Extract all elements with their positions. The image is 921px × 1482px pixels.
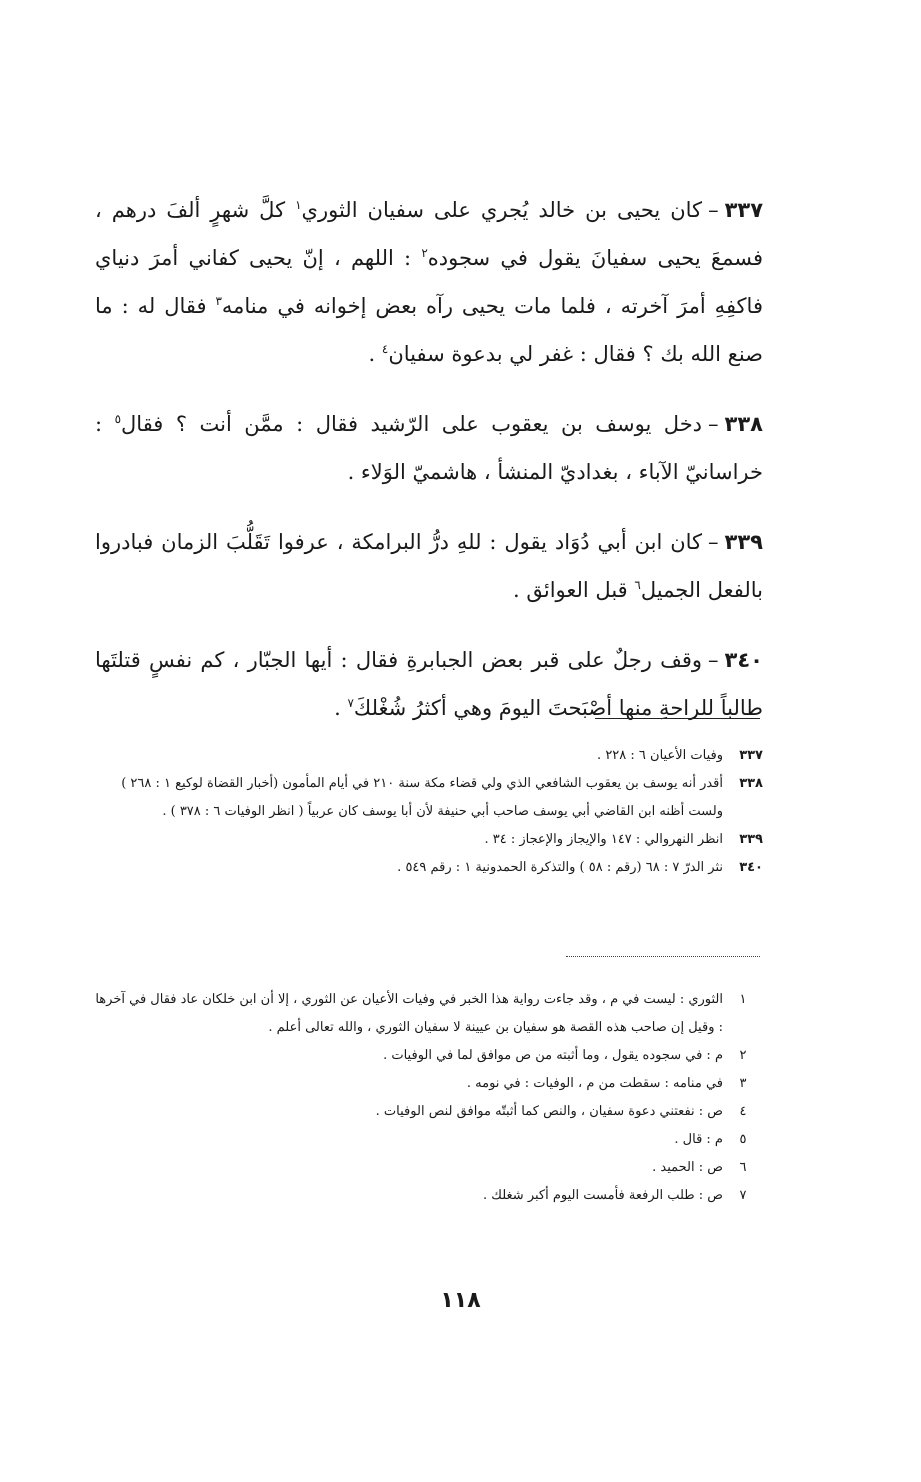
source-number: ٣٤٠ [739,860,763,875]
entry-text: كلَّ شهرٍ ألفَ درهم ، فسمعَ يحيى سفيانَ يقول في سجوده [95,198,764,270]
note-number: ٥ [739,1132,747,1147]
entry-paragraph [95,400,763,496]
footnote-marker: ٤ [381,342,389,356]
footnote-marker: ٥ [114,412,122,426]
note-number: ٣ [739,1076,747,1091]
entry-text: وقف رجلٌ على قبر بعض الجبابرةِ فقال : أيها الجبّار ، كم نفسٍ قتلتَها طالباً للراحةِ منها أصْبَحتَ اليومَ وهي أكثرُ شُغْلكَ [95,648,763,720]
note-entry [95,1042,763,1070]
note-entry [95,1070,763,1098]
note-text: م : في سجوده يقول ، وما أثبته من ص موافق لما في الوفيات . [383,1048,723,1063]
footnote-marker: ٣ [215,294,222,308]
source-number: ٣٣٨ [739,776,763,791]
footnote-marker: ٧ [347,696,354,710]
source-references [95,742,763,882]
entry-number: ٣٤٠ [724,648,763,672]
entry-text: : خراسانيّ الآباء ، بغداديّ المنشأ ، هاشميّ الوَلاء . [95,412,763,484]
textual-notes [95,986,763,1210]
note-entry [95,1126,763,1154]
page-number: ١١٨ [440,1288,481,1313]
entry-text: : اللهم ، إنّ يحيى كفاني أمرَ دنياي فاكفِهِ أمرَ آخرته ، فلما مات يحيى رآه بعض إخوانه في منامه [95,246,763,318]
entry-text: فقال له : ما صنع الله بك ؟ فقال : غفر لي بدعوة سفيان [95,294,763,366]
entry-paragraph [95,518,763,614]
entry-dash: – [708,648,719,672]
entry-text: . [368,342,382,366]
entry-paragraph [95,186,763,378]
source-entry [95,770,763,826]
footnote-marker: ١ [295,198,302,212]
main-text [95,186,763,754]
entry-text: كان ابن أبي دُوَاد يقول : للهِ درُّ البرامكة ، عرفوا تَقَلُّبَ الزمان فبادروا بالفعل الجميل [95,530,763,602]
note-number: ٤ [739,1104,747,1119]
note-entry [95,1154,763,1182]
dotted-separator [566,956,760,957]
source-entry [95,854,763,882]
entry-dash: – [708,412,719,436]
note-entry [95,1098,763,1126]
entry-text: . [334,696,348,720]
note-text: م : قال . [674,1132,723,1147]
note-number: ٦ [739,1160,747,1175]
source-entry [95,742,763,770]
note-number: ١ [739,992,747,1007]
source-text: نثر الدرّ ٧ : ٦٨ (رقم : ٥٨ ) والتذكرة الحمدونية ١ : رقم ٥٤٩ . [397,860,723,875]
source-entry [95,826,763,854]
entry-text: دخل يوسف بن يعقوب على الرّشيد فقال : ممَّن أنت ؟ فقال [121,412,703,436]
note-text: في منامه : سقطت من م ، الوفيات : في نومه . [466,1076,723,1091]
source-text: انظر النهروالي : ١٤٧ والإيجاز والإعجاز : ٣٤ . [484,832,723,847]
source-text: أقدر أنه يوسف بن يعقوب الشافعي الذي ولي قضاء مكة سنة ٢١٠ في أيام المأمون (أخبار القضاة لوكيع ١ : ٢٦٨ ) ولست أظنه ابن القاضي أبي يوسف صاحب أبي حنيفة لأن أبا يوسف كان عربياً ( انظر الوفيات ٦ : ٣٧٨ ) . [121,776,723,819]
note-text: ص : نفعتني دعوة سفيان ، والنص كما أثبتّه موافق لنص الوفيات . [375,1104,723,1119]
entry-dash: – [708,198,719,222]
footnote-separator [595,718,760,719]
entry-text: قبل العوائق . [513,578,635,602]
entry-number: ٣٣٩ [724,530,763,554]
note-number: ٧ [739,1188,747,1203]
note-text: ص : الحميد . [652,1160,723,1175]
footnote-marker: ٦ [634,578,641,592]
note-number: ٢ [739,1048,747,1063]
entry-number: ٣٣٧ [724,198,764,222]
note-entry [95,1182,763,1210]
entry-number: ٣٣٨ [724,412,763,436]
footnote-marker: ٢ [421,246,428,260]
note-text: الثوري : ليست في م ، وقد جاءت رواية هذا الخبر في وفيات الأعيان عن الثوري ، إلا أن ابن خلكان عاد فقال في آخرها : وقيل إن صاحب هذه القصة هو سفيان بن عيينة لا سفيان الثوري ، والله تعالى أعلم . [95,992,723,1035]
entry-dash: – [708,530,719,554]
source-text: وفيات الأعيان ٦ : ٢٢٨ . [597,748,723,763]
source-number: ٣٣٧ [739,748,763,763]
note-entry [95,986,763,1042]
source-number: ٣٣٩ [739,832,763,847]
note-text: ص : طلب الرفعة فأمست اليوم أكبر شغلك . [483,1188,723,1203]
entry-text: كان يحيى بن خالد يُجري على سفيان الثوري [301,198,703,222]
